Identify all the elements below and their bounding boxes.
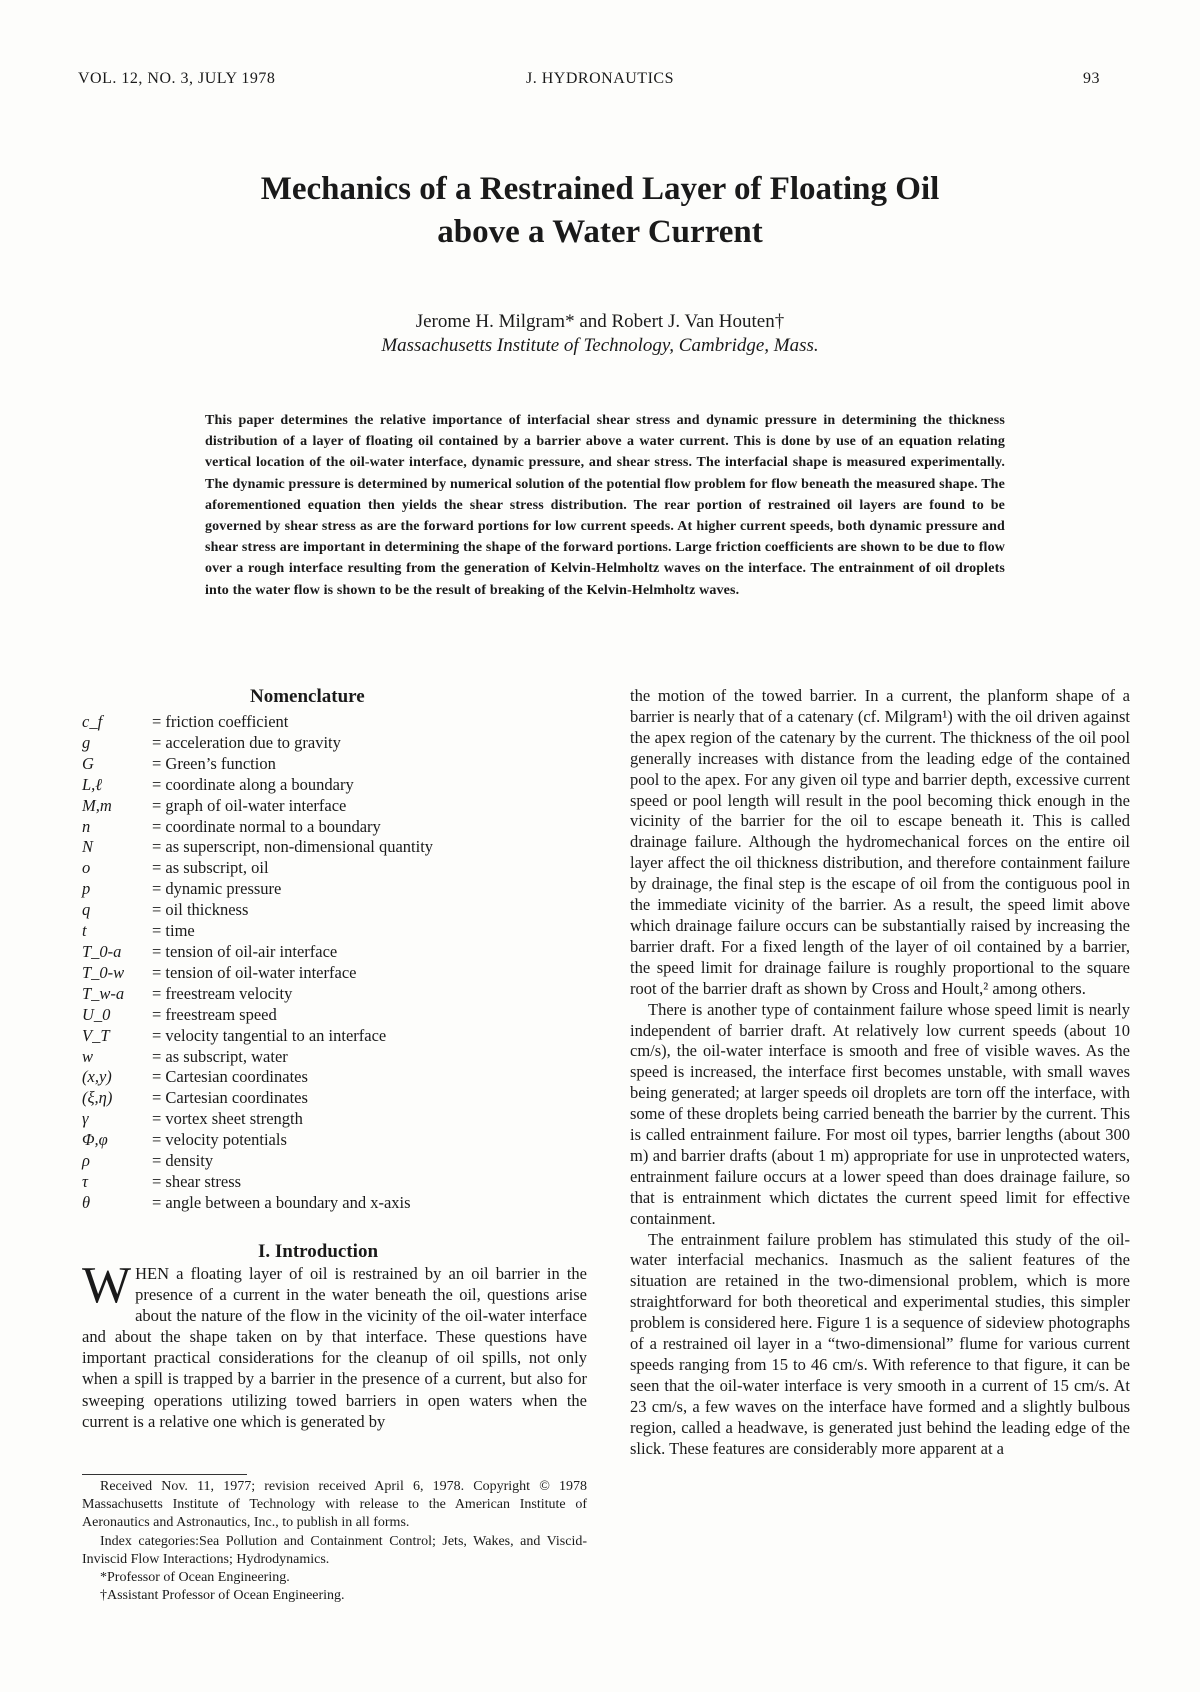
nomenclature-item [82,1151,602,1172]
affiliation: Massachusetts Institute of Technology, Cambridge, Mass. [381,335,819,356]
nomenclature-definition: = freestream speed [152,1004,277,1024]
nomenclature-definition: = shear stress [152,1171,242,1191]
nomenclature-symbol: θ [82,1192,91,1212]
nomenclature-item [82,733,602,754]
nomenclature-definition: = freestream velocity [152,983,293,1003]
nomenclature-symbol: w [82,1046,94,1066]
running-header-volume: VOL. 12, NO. 3, JULY 1978 [78,70,276,87]
nomenclature-definition: = Green’s function [152,753,276,773]
nomenclature-symbol: T_w-a [82,983,125,1003]
nomenclature-symbol: o [82,858,91,878]
nomenclature-item [82,775,602,796]
introduction-paragraph-1 [82,1257,587,1432]
nomenclature-definition: = tension of oil-water interface [152,962,357,982]
nomenclature-symbol: p [82,879,91,899]
nomenclature-item [82,1005,602,1026]
introduction-text: HEN a floating layer of oil is restrained by an oil barrier in the presence of a current in the water beneath the oil, questions arise about the nature of the flow in the vicinity of the oil-water interface and about the shape taken on by that interface. These questions have important practical considerations for the cleanup of oil spills, not only when a spill is trapped by a barrier in the presence of a current, but also for sweeping operations utilizing towed barriers in open waters when the current is a relative one which is generated by [82,1264,587,1431]
nomenclature-definition: = time [152,921,195,941]
nomenclature-item [82,754,602,775]
nomenclature-item [82,1172,602,1193]
footnote-author-2: †Assistant Professor of Ocean Engineering. [100,1588,345,1604]
nomenclature-item [82,817,602,838]
footnote-received: Received Nov. 11, 1977; revision received April 6, 1978. Copyright © 1978 Massachusetts Institute of Technology with release to the American Institute of Aeronautics and Astronautics, Inc., to publish in all forms. [82,1479,587,1531]
nomenclature-list [82,712,602,1214]
nomenclature-symbol: Φ,φ [82,1130,108,1150]
nomenclature-item [82,921,602,942]
nomenclature-symbol: T_0-w [82,962,125,982]
nomenclature-definition: = Cartesian coordinates [152,1088,308,1108]
nomenclature-definition: = friction coefficient [152,712,289,731]
nomenclature-item [82,984,602,1005]
footnote-index-categories: Index categories:Sea Pollution and Containment Control; Jets, Wakes, and Viscid-Inviscid Flow Interactions; Hydrodynamics. [82,1533,587,1567]
nomenclature-item [82,1067,602,1088]
nomenclature-definition: = as superscript, non-dimensional quantity [152,837,434,857]
nomenclature-item [82,837,602,858]
nomenclature-symbol: q [82,900,91,920]
right-paragraph-2: There is another type of containment failure whose speed limit is nearly independent of barrier draft. At relatively low current speeds (about 10 cm/s), the oil-water interface is smooth and free of visible waves. As the speed is increased, the interface first becomes unstable, with small waves being generated; at larger speeds oil droplets are torn off the interface, with some of these droplets being carried beneath the barrier by the current. This is called entrainment failure. For most oil types, barrier lengths (about 300 m) and barrier drafts (about 1 m) appropriate for use in unprotected waters, entrainment failure occurs at a lower speed than does drainage failure, so that is entrainment which dictates the current speed limit for effective containment. [630,999,1130,1228]
abstract: This paper determines the relative importance of interfacial shear stress and dynamic pressure in determining the thickness distribution of a layer of floating oil contained by a barrier above a water current. This is done by use of an equation relating vertical location of the oil-water interface, dynamic pressure, and shear stress. The interfacial shape is measured experimentally. The dynamic pressure is determined by numerical solution of the potential flow problem for flow beneath the measured shape. The aforementioned equation then yields the shear stress distribution. The rear portion of restrained oil layers are found to be governed by shear stress as are the forward portions for low current speeds. At higher current speeds, both dynamic pressure and shear stress are important in determining the shape of the forward portions. Large friction coefficients are shown to be due to flow over a rough interface resulting from the generation of Kelvin-Helmholtz waves on the interface. The entrainment of oil droplets into the water flow is shown to be the result of breaking of the Kelvin-Helmholtz waves. [205,413,1005,598]
nomenclature-symbol: G [82,753,94,773]
nomenclature-item [82,1026,602,1047]
right-paragraph-3: The entrainment failure problem has stimulated this study of the oil-water interfacial mechanics. Inasmuch as the salient features of the situation are retained in the two-dimensional problem, which is more straightforward for both theoretical and experimental studies, this simpler problem is considered here. Figure 1 is a sequence of sideview photographs of a restrained oil layer in a “two-dimensional” flume for various current speeds ranging from 15 to 46 cm/s. With reference to that figure, it can be seen that the oil-water interface is very smooth in a current of 15 cm/s. At 23 cm/s, a few waves on the interface have formed and a slightly bulbous region, called a headwave, is generated just behind the leading edge of the slick. These features are considerably more apparent at a [630,1229,1130,1458]
title-line-2: above a Water Current [437,214,763,250]
nomenclature-symbol: γ [82,1109,89,1129]
nomenclature-symbol: t [82,921,87,941]
nomenclature-definition: = acceleration due to gravity [152,732,341,752]
right-paragraph-1: the motion of the towed barrier. In a current, the planform shape of a barrier is nearly that of a catenary (cf. Milgram¹) with the oil driven against the apex region of the catenary by the current. The thickness of the oil pool generally increases with distance from the leading edge of the contained pool to the apex. For any given oil type and barrier depth, excessive current speed or pool length will result in the pool becoming thick enough in the vicinity of the barrier for the oil to escape beneath it. This is called drainage failure. Although the hydromechanical forces on the entire oil layer affect the oil thickness distribution, and therefore containment failure by drainage, the final step is the escape of oil from the contiguous pool in the immediate vicinity of the barrier. As a result, the speed limit above which drainage failure occurs can be substantially raised by increasing the barrier draft. For a fixed length of the layer of oil contained by a barrier, the speed limit for drainage failure is roughly proportional to the square root of the barrier draft as shown by Cross and Hoult,² among others. [630,686,1130,998]
nomenclature-definition: = velocity potentials [152,1130,287,1150]
nomenclature-item [82,796,602,817]
nomenclature-definition: = tension of oil-air interface [152,941,338,961]
nomenclature-definition: = coordinate along a boundary [152,774,354,794]
nomenclature-definition: = oil thickness [152,900,249,920]
nomenclature-symbol: g [82,732,91,752]
footnotes [82,1478,587,1605]
running-header-journal: J. HYDRONAUTICS [526,70,674,87]
nomenclature-definition: = density [152,1151,214,1171]
nomenclature-definition: = angle between a boundary and x-axis [152,1192,411,1212]
nomenclature-definition: = graph of oil-water interface [152,795,347,815]
nomenclature-item [82,963,602,984]
nomenclature-definition: = dynamic pressure [152,879,282,899]
nomenclature-symbol: c_f [82,712,103,731]
nomenclature-item [82,1193,602,1214]
nomenclature-symbol: U_0 [82,1004,111,1024]
nomenclature-definition: = velocity tangential to an interface [152,1025,387,1045]
nomenclature-symbol: (ξ,η) [82,1088,113,1108]
nomenclature-item [82,900,602,921]
authors: Jerome H. Milgram* and Robert J. Van Houten† [415,311,785,332]
nomenclature-symbol: N [82,837,94,857]
nomenclature-item [82,942,602,963]
right-column [630,686,1130,1460]
nomenclature-item [82,1109,602,1130]
nomenclature-symbol: τ [82,1171,88,1191]
nomenclature-symbol: (x,y) [82,1067,112,1087]
nomenclature-heading: Nomenclature [250,686,365,707]
paper-title [0,168,1200,254]
nomenclature-item [82,1047,602,1068]
nomenclature-symbol: M,m [82,795,112,815]
footnote-author-1: *Professor of Ocean Engineering. [100,1570,290,1586]
section-heading-introduction: I. Introduction [258,1241,379,1262]
nomenclature-definition: = coordinate normal to a boundary [152,816,381,836]
footnote-rule [82,1474,247,1475]
nomenclature-definition: = Cartesian coordinates [152,1067,308,1087]
nomenclature-definition: = as subscript, water [152,1046,288,1066]
nomenclature-item [82,858,602,879]
nomenclature-item [82,1130,602,1151]
nomenclature-definition: = vortex sheet strength [152,1109,303,1129]
nomenclature-symbol: T_0-a [82,941,122,961]
nomenclature-symbol: n [82,816,91,836]
title-line-1: Mechanics of a Restrained Layer of Floating Oil [260,171,940,207]
nomenclature-symbol: ρ [82,1151,90,1171]
nomenclature-symbol: L,ℓ [82,774,103,794]
drop-cap: W [82,1257,132,1314]
nomenclature-item [82,1088,602,1109]
nomenclature-item [82,712,602,733]
nomenclature-item [82,879,602,900]
page-number: 93 [1083,70,1100,87]
nomenclature-definition: = as subscript, oil [152,858,269,878]
nomenclature-symbol: V_T [82,1025,110,1045]
